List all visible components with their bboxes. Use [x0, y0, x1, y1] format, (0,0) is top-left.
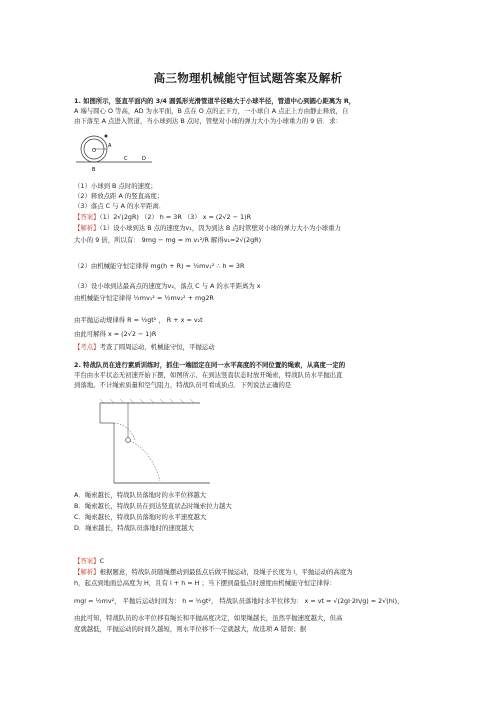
q2-answer-tag: 【答案】: [74, 557, 100, 565]
q1-analysis-7: 由此可解得 x = (2√2 − 1)R: [74, 330, 157, 338]
answer-text: （1）2√(2gR) （2） h = 3R （3） x = (2√2 − 1)R: [99, 213, 252, 221]
q2-analysis-tag: 【解析】: [74, 568, 100, 576]
analysis-text: （1）设小球到达 B 点的速度为v₁，因为到达 B 点时管壁对小球的弹力大小为小球重力: [99, 224, 341, 232]
q1-analysis-5: 由机械能守恒定律得 ½mv₁² = ½mv₂² + mg2R: [74, 294, 214, 302]
q2-analysis-4: 由此可知，特战队员的水平位移有绳长和平抛高度决定，如果绳越长，虽然平抛速度越大，但高: [74, 614, 343, 622]
page-title: 高三物理机械能守恒试题答案及解析: [153, 71, 343, 85]
q2-answer: [74, 557, 434, 566]
q2-option-b: B．绳索越长，特战队员在到达竖直状态时绳索拉力越大: [74, 502, 232, 510]
q1-analysis-1: [74, 224, 434, 233]
q2-analysis-text: 根据题意，特战队员随绳摆动到最低点后做平抛运动，设绳子长度为 l，平抛运动的高度为: [99, 568, 353, 576]
q1-line-2: A 端与圆心 O 等高，AD 为水平面，B 点在 O 点的正下方，一小球自 A 点正上方由静止释放，自: [74, 107, 349, 115]
q2-line-3: 到落地。不计绳索质量和空气阻力，特战队员可看成质点．下列说法正确的是: [74, 381, 292, 389]
q2-option-a: A．绳索越长，特战队员落地时的水平位移越大: [74, 491, 207, 499]
label-o: O: [92, 148, 96, 154]
label-c: C: [124, 156, 128, 162]
q1-sub-1: （1）小球到 B 点时的速度；: [74, 182, 157, 190]
kaodian-tag: 【考点】: [74, 343, 100, 351]
answer-tag: 【答案】: [74, 213, 100, 221]
q1-analysis-3: （2）由机械能守恒定律得 mg(h + R) = ½mv₁² ∴ h = 3R: [74, 262, 245, 270]
q2-analysis-2: h，起点到地面总高度为 H，且有 l + h = H ；当下摆到最低点时速度由机械能守恒定律得：: [74, 579, 336, 587]
q1-sub-2: （2）释放点距 A 的竖直高度；: [74, 192, 164, 200]
label-d: D: [142, 156, 146, 162]
q2-analysis-3: mgl = ½mv²， 平抛后运动时间为： h = ½gt²， 特战队员落地时水平位移为： x = vt = √(2gl·2h/g) = 2√(hl)，: [74, 597, 404, 605]
q1-figure-pipe-diagram: [74, 131, 154, 177]
kaodian-text: 考查了圆周运动，机械能守恒，平抛运动: [99, 343, 215, 351]
q1-analysis-4: （3）设小球到达最高点的速度为v₂，落点 C 与 A 的水平距离为 x: [74, 282, 261, 290]
analysis-tag: 【解析】: [74, 224, 100, 232]
q2-line-2: 平台由水平状态无初速开始下摆，如图所示，在到达竖直状态时放开绳索，特战队员水平抛出直: [74, 371, 343, 379]
q1-answer: [74, 213, 434, 222]
q1-analysis-2: 大小的 9 倍，所以有： 9mg − mg = m v₁²/R 解得v₁=2√(2gR): [74, 236, 262, 244]
q2-line-1: 2. 特战队员在进行素质训练时，抓住一端固定在同一水平高度的不同位置的绳索，从高度一定的: [74, 361, 346, 369]
q2-answer-text: C: [99, 557, 105, 565]
q2-figure-rope-swing: [90, 395, 220, 487]
q1-line-3: 由下落至 A 点进入管道，当小球到达 B 点时，管壁对小球的弹力大小为小球重力的 9 倍．求：: [74, 117, 342, 125]
q2-option-c: C．绳索越长，特战队员落地时的水平速度越大: [74, 513, 207, 521]
label-a: A: [108, 143, 112, 149]
q2-option-d: D．绳索越长，特战队员落地时的速度越大: [74, 524, 194, 532]
q2-analysis-5: 度就越低，平抛运动的时间久越短，则水平位移不一定就越大，故选项 A 错误；据: [74, 625, 307, 633]
q1-kaodian: [74, 343, 434, 352]
q1-line-1: 1. 如图所示，竖直平面内的 3/4 圆弧形光滑管道半径略大于小球半径，管道中心到圆心距离为 R，: [74, 97, 356, 105]
q2-analysis-1: [74, 568, 434, 577]
q1-sub-3: （3）落点 C 与 A 的水平距离．: [74, 202, 166, 210]
q1-analysis-6: 由平抛运动规律得 R = ½gt² ， R + x = v₂t: [74, 316, 203, 324]
label-b: B: [92, 167, 96, 173]
